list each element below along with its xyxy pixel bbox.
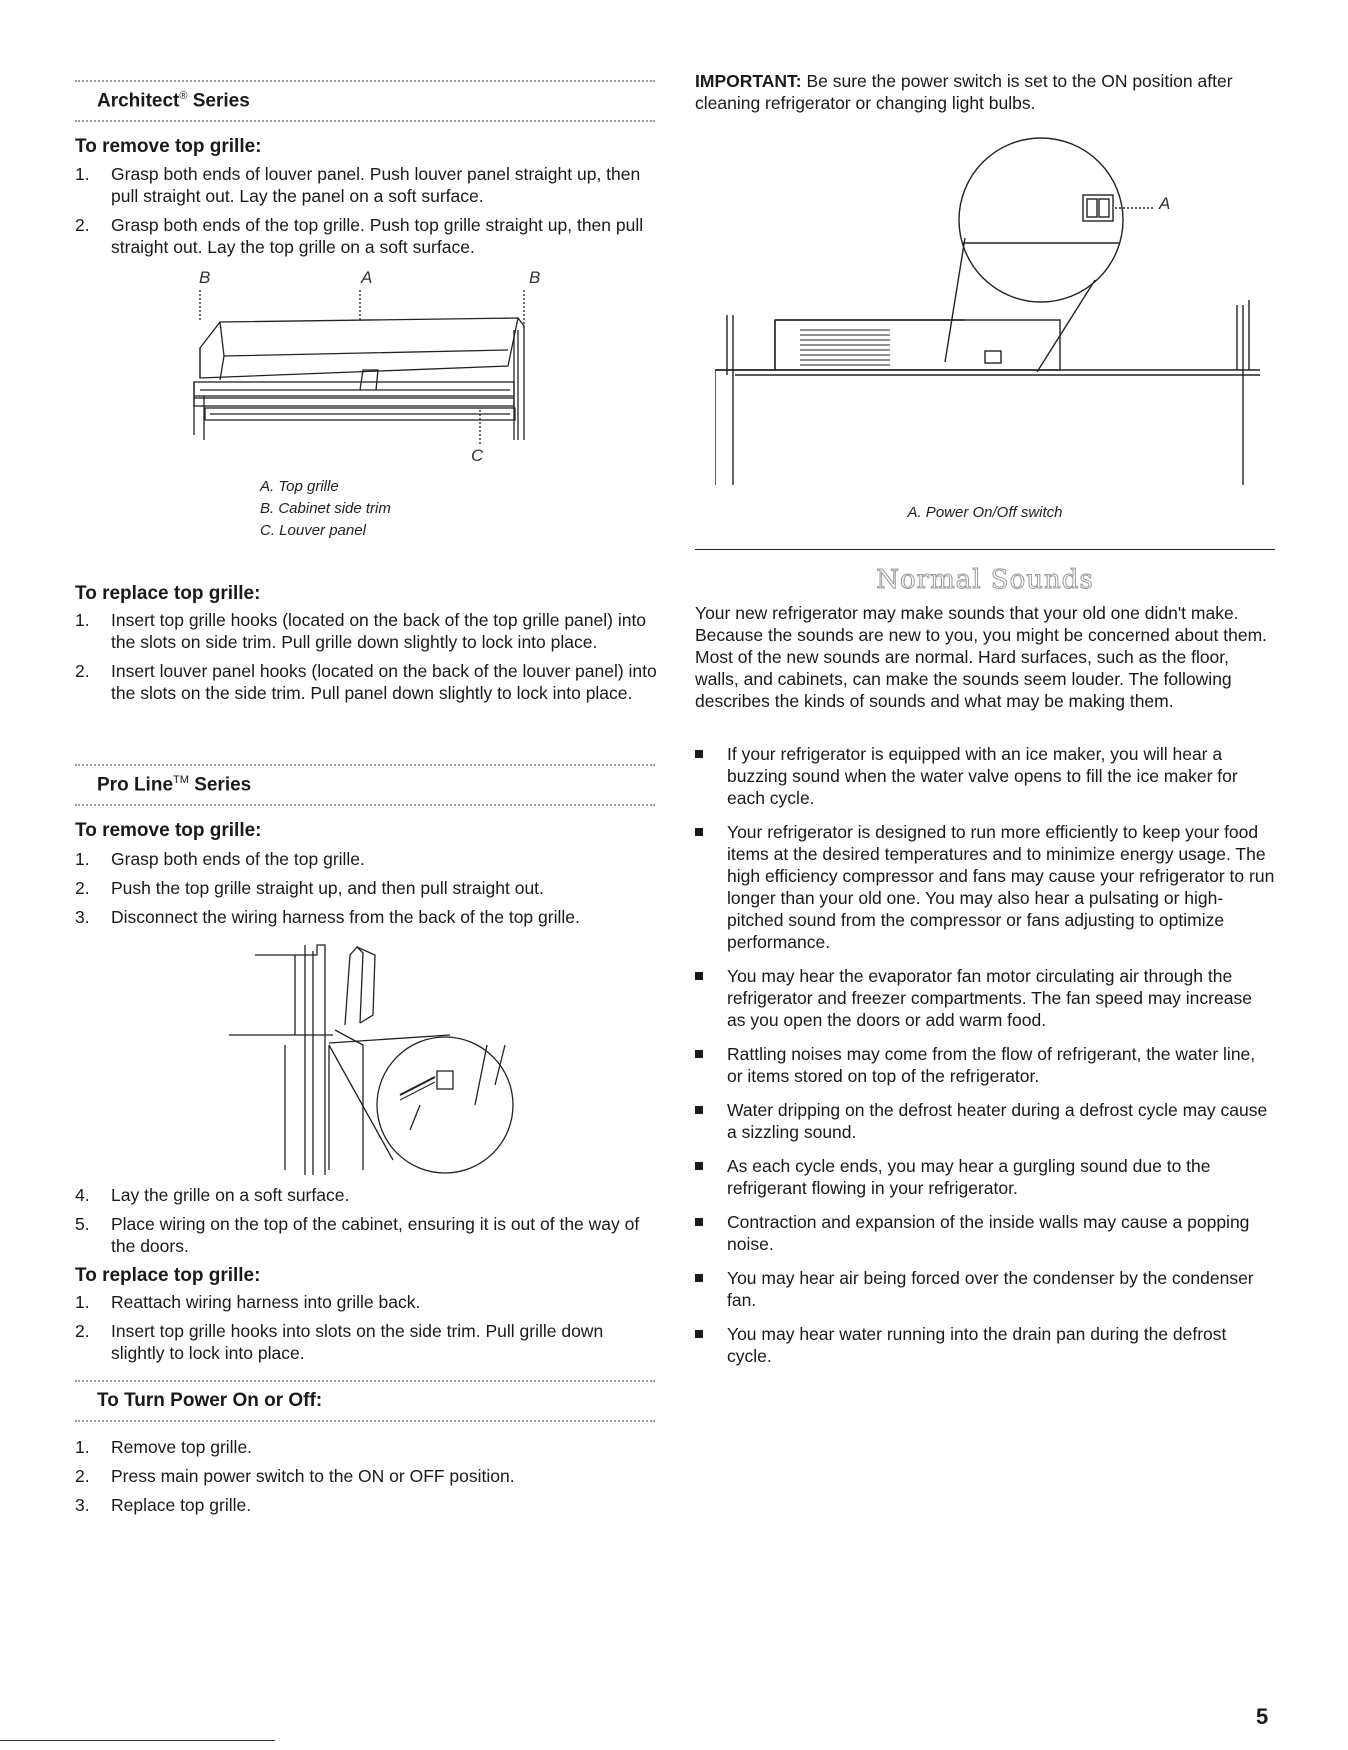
list-item: 1. Insert top grille hooks (located on the back of the top grille panel) into the slots on side trim. Pull grille down slightly to lock into place. <box>75 610 647 652</box>
list-item: 2. Insert top grille hooks into slots on the side trim. Pull grille down slightly to lock into place. <box>75 1321 604 1363</box>
normal-sounds-list <box>695 743 1275 1379</box>
bullet-icon <box>695 972 703 980</box>
bullet-icon <box>695 1218 703 1226</box>
list-item: 4. Lay the grille on a soft surface. <box>75 1185 350 1205</box>
list-item: 2. Press main power switch to the ON or OFF position. <box>75 1466 515 1486</box>
architect-replace-steps <box>75 609 660 711</box>
bullet-icon <box>695 1162 703 1170</box>
power-switch-illustration <box>715 125 1270 490</box>
list-item: You may hear water running into the drain pan during the defrost cycle. <box>695 1323 1275 1367</box>
bullet-icon <box>695 1274 703 1282</box>
list-item: Contraction and expansion of the inside walls may cause a popping noise. <box>695 1211 1275 1255</box>
top-grille-illustration <box>180 290 550 460</box>
footer-rule <box>0 1740 275 1741</box>
architect-replace-heading: To replace top grille: <box>75 583 261 604</box>
list-item: You may hear air being forced over the condenser by the condenser fan. <box>695 1267 1275 1311</box>
list-item: If your refrigerator is equipped with an ice maker, you will hear a buzzing sound when the water valve opens to fill the ice maker for each cycle. <box>695 743 1275 809</box>
bullet-icon <box>695 750 703 758</box>
proline-series-title: Pro Line™ Series <box>97 774 252 796</box>
switch-figure-caption: A. Power On/Off switch <box>907 504 1063 521</box>
page-number: 5 <box>1256 1704 1269 1729</box>
bullet-icon <box>695 1106 703 1114</box>
dotted-rule <box>75 80 655 82</box>
architect-remove-heading: To remove top grille: <box>75 136 262 157</box>
proline-remove-steps <box>75 848 660 935</box>
list-item: 2. Push the top grille straight up, and then pull straight out. <box>75 878 544 898</box>
list-item: 3. Disconnect the wiring harness from the back of the top grille. <box>75 907 580 927</box>
figure-label-b: B <box>199 268 211 287</box>
normal-sounds-intro: Your new refrigerator may make sounds that your old one didn't make. Because the sounds are new to you, you might be concerned about them. Most of the new sounds are normal. Hard surfaces, such as the floor, walls, and cabinets, can make the sounds seem louder. The following describes the kinds of sounds and what may be making them. <box>695 603 1268 711</box>
architect-figure-caption: A. Top grille B. Cabinet side trim C. Louver panel <box>260 478 391 539</box>
dotted-rule <box>75 804 655 806</box>
proline-series-header <box>75 758 655 810</box>
list-item: 2. Grasp both ends of the top grille. Push top grille straight up, then pull straight out. Lay the top grille on a soft surface. <box>75 215 644 257</box>
list-item: 5. Place wiring on the top of the cabinet, ensuring it is out of the way of the doors. <box>75 1214 640 1256</box>
architect-series-title: Architect® Series <box>97 90 250 112</box>
figure-label-a: A <box>1159 194 1171 213</box>
wiring-harness-illustration <box>225 935 585 1180</box>
figure-label-b: B <box>529 268 541 287</box>
list-item: As each cycle ends, you may hear a gurgling sound due to the refrigerant flowing in your refrigerator. <box>695 1155 1275 1199</box>
section-divider <box>695 549 1275 550</box>
power-section-header <box>75 1374 655 1426</box>
architect-remove-steps <box>75 163 660 265</box>
important-note: IMPORTANT: Be sure the power switch is set to the ON position after cleaning refrigerator or changing light bulbs. <box>695 71 1233 113</box>
list-item: Rattling noises may come from the flow of refrigerant, the water line, or items stored on top of the refrigerator. <box>695 1043 1275 1087</box>
proline-remove-steps-continued <box>75 1184 660 1264</box>
dotted-rule <box>75 1420 655 1422</box>
proline-replace-steps <box>75 1291 660 1371</box>
bullet-icon <box>695 1050 703 1058</box>
dotted-rule <box>75 764 655 766</box>
bullet-icon <box>695 828 703 836</box>
list-item: 3. Replace top grille. <box>75 1495 252 1515</box>
list-item: Water dripping on the defrost heater during a defrost cycle may cause a sizzling sound. <box>695 1099 1275 1143</box>
normal-sounds-title: Normal Sounds <box>876 565 1094 595</box>
list-item: 1. Grasp both ends of the top grille. <box>75 849 365 869</box>
dotted-rule <box>75 1380 655 1382</box>
proline-remove-heading: To remove top grille: <box>75 820 262 841</box>
figure-label-c: C <box>471 446 484 465</box>
list-item: Your refrigerator is designed to run more efficiently to keep your food items at the desired temperatures and to minimize energy usage. The high efficiency compressor and fans may cause your refrigerator to run longer than your old one. You may also hear a pulsating or high-pitched sound from the compressor or fans adjusting to optimize performance. <box>695 821 1275 953</box>
architect-series-header <box>75 74 655 126</box>
bullet-icon <box>695 1330 703 1338</box>
dotted-rule <box>75 120 655 122</box>
list-item: 1. Remove top grille. <box>75 1437 253 1457</box>
proline-replace-heading: To replace top grille: <box>75 1265 261 1286</box>
list-item: You may hear the evaporator fan motor circulating air through the refrigerator and freezer compartments. The fan speed may increase as you open the doors or add warm food. <box>695 965 1275 1031</box>
power-steps <box>75 1436 660 1523</box>
list-item: 2. Insert louver panel hooks (located on the back of the louver panel) into the slots on the side trim. Pull panel down slightly to lock into place. <box>75 661 657 703</box>
power-section-title: To Turn Power On or Off: <box>97 1390 323 1411</box>
list-item: 1. Grasp both ends of louver panel. Push louver panel straight up, then pull straight out. Lay the panel on a soft surface. <box>75 164 641 206</box>
list-item: 1. Reattach wiring harness into grille back. <box>75 1292 421 1312</box>
figure-label-a: A <box>361 268 373 287</box>
